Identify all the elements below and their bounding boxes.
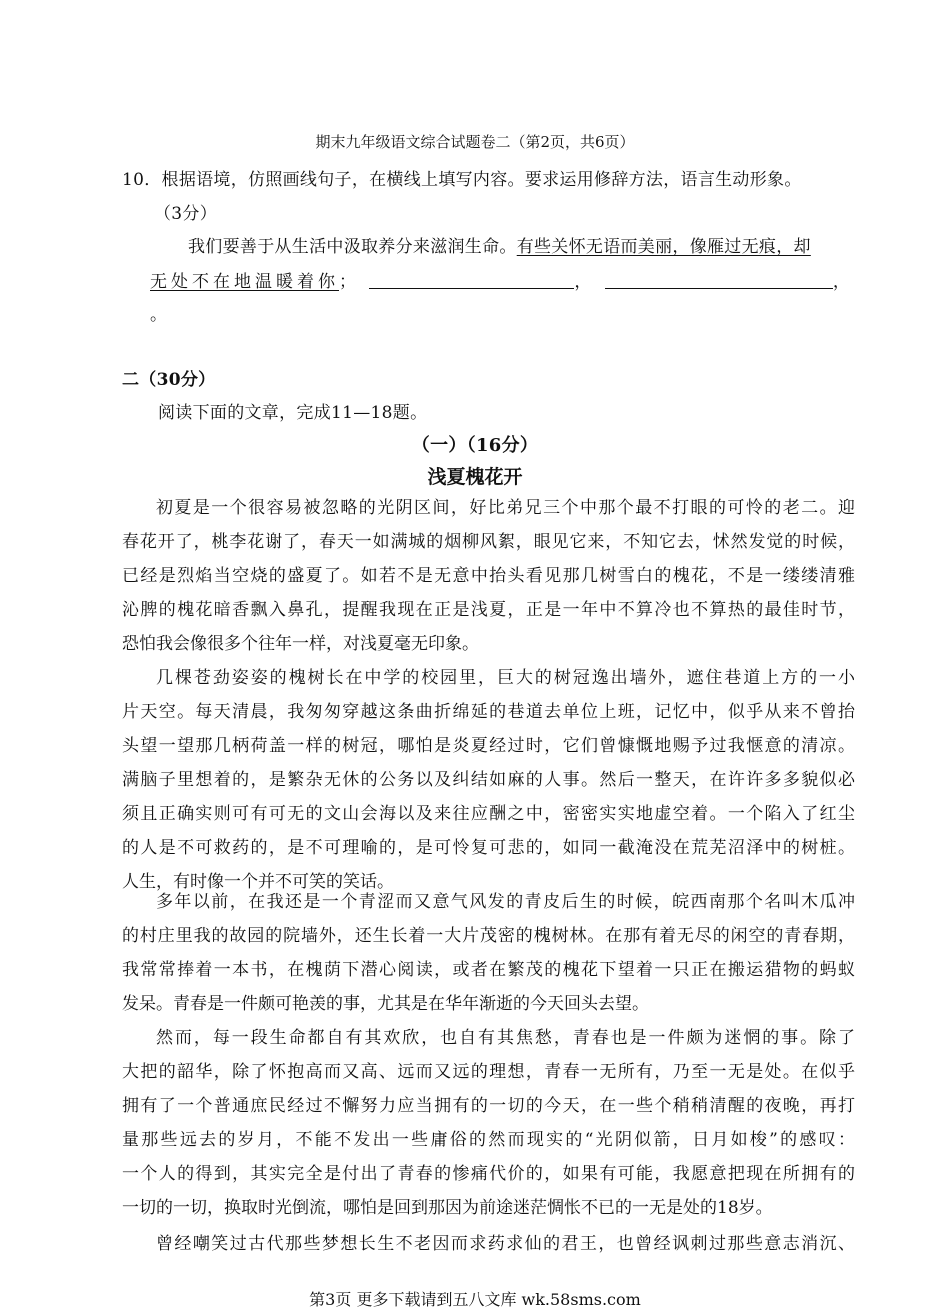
semicolon: ； <box>339 272 360 292</box>
article-line: 我常常捧着一本书，在槐荫下潜心阅读，或者在繁茂的槐花下望着一只正在搬运猎物的蚂蚁 <box>122 960 855 980</box>
part-heading: （一）（16分） <box>411 435 539 456</box>
article-line: 的村庄里我的故园的院墙外，还生长着一大片茂密的槐树林。在那有着无尽的闲空的青春期， <box>122 926 855 946</box>
article-line: 人生，有时像一个并不可笑的笑话。 <box>122 872 394 892</box>
article-line: 曾经嘲笑过古代那些梦想长生不老因而求药求仙的君王，也曾经讽刺过那些意志消沉、 <box>156 1234 855 1254</box>
page-header: 期末九年级语文综合试题卷二（第2页，共6页） <box>315 133 635 151</box>
article-line: 须且正确实则可有可无的文山会海以及来往应酬之中，密密实实地虚空着。一个陷入了红尘 <box>122 804 855 824</box>
article-paragraph-4 <box>122 1021 855 1225</box>
answer-end-mark: 。 <box>150 305 168 325</box>
article-paragraph-3 <box>122 885 855 1021</box>
question-10-lead: 我们要善于从生活中汲取养分来滋润生命。 <box>188 237 517 257</box>
comma-1: ， <box>574 272 596 292</box>
article-line: 一个人的得到，其实完全是付出了青春的惨痛代价的，如果有可能，我愿意把现在所拥有的 <box>122 1164 855 1184</box>
article-paragraph-2 <box>122 661 855 899</box>
article-line: 拥有了一个普通庶民经过不懈努力应当拥有的一切的今天，在一些个稍稍清醒的夜晚，再打 <box>122 1096 855 1116</box>
article-line: 沁脾的槐花暗香飘入鼻孔，提醒我现在正是浅夏，正是一年中不算冷也不算热的最佳时节， <box>122 600 855 620</box>
article-line: 恐怕我会像很多个往年一样，对浅夏毫无印象。 <box>122 634 479 654</box>
question-10-line2 <box>150 267 854 292</box>
article-line: 片天空。每天清晨，我匆匆穿越这条曲折绵延的巷道去单位上班，记忆中，似乎从来不曾抬 <box>122 702 855 722</box>
question-10-line1 <box>188 232 811 257</box>
article-line: 然而，每一段生命都自有其欢欣，也自有其焦愁，青春也是一件颇为迷惘的事。除了 <box>156 1028 855 1048</box>
model-sentence-part1: 有些关怀无语而美丽，像雁过无痕，却 <box>516 237 811 257</box>
article-line: 量那些远去的岁月，不能不发出一些庸俗的然而现实的“光阴似箭，日月如梭”的感叹： <box>122 1130 855 1150</box>
question-10-score: （3分） <box>154 204 218 224</box>
article-line: 已经是烈焰当空烧的盛夏了。如若不是无意中抬头看见那几树雪白的槐花，不是一缕缕清雅 <box>122 566 855 586</box>
article-line: 初夏是一个很容易被忽略的光阴区间，好比弟兄三个中那个最不打眼的可怜的老二。迎 <box>156 498 855 518</box>
article-line: 发呆。青春是一件颇可艳羡的事，尤其是在华年渐逝的今天回头去望。 <box>122 994 649 1014</box>
article-line: 几棵苍劲姿姿的槐树长在中学的校园里，巨大的树冠逸出墙外，遮住巷道上方的一小 <box>156 668 855 688</box>
article-paragraph-5 <box>122 1227 855 1261</box>
article-paragraph-1 <box>122 491 855 661</box>
section-title: 二（30分） <box>122 370 216 390</box>
article-line: 多年以前，在我还是一个青涩而又意气风发的青皮后生的时候，皖西南那个名叫木瓜冲 <box>156 892 855 912</box>
comma-2: ， <box>832 272 854 292</box>
article-line: 满脑子里想着的，是繁杂无休的公务以及纠结如麻的人事。然后一整天，在许许多多貌似必 <box>122 770 855 790</box>
article-line: 头望一望那几柄荷盖一样的树冠，哪怕是炎夏经过时，它们曾慷慨地赐予过我惬意的清凉。 <box>122 736 855 756</box>
article-line: 的人是不可救药的，是不可理喻的，是可怜复可悲的，如同一截淹没在荒芜沼泽中的树桩。 <box>122 838 855 858</box>
page-footer: 第3页 更多下载请到五八文库 wk.58sms.com <box>309 1290 641 1309</box>
answer-blank-1[interactable] <box>369 270 574 289</box>
article-title: 浅夏槐花开 <box>427 466 523 488</box>
answer-blank-2[interactable] <box>605 270 833 289</box>
article-line: 大把的韶华，除了怀抱高而又高、远而又远的理想，青春一无所有，乃至一无是处。在似乎 <box>122 1062 855 1082</box>
article-line: 春花开了，桃李花谢了，春天一如满城的烟柳风絮，眼见它来，不知它去，怵然发觉的时候， <box>122 532 855 552</box>
question-10-prompt: 10．根据语境，仿照画线句子，在横线上填写内容。要求运用修辞方法，语言生动形象。 <box>122 170 802 190</box>
section-instruction: 阅读下面的文章，完成11—18题。 <box>158 403 428 423</box>
article-line: 一切的一切，换取时光倒流，哪怕是回到那因为前途迷茫惆怅不已的一无是处的18岁。 <box>122 1198 773 1218</box>
model-sentence-part2: 无处不在地温暖着你 <box>150 272 339 292</box>
